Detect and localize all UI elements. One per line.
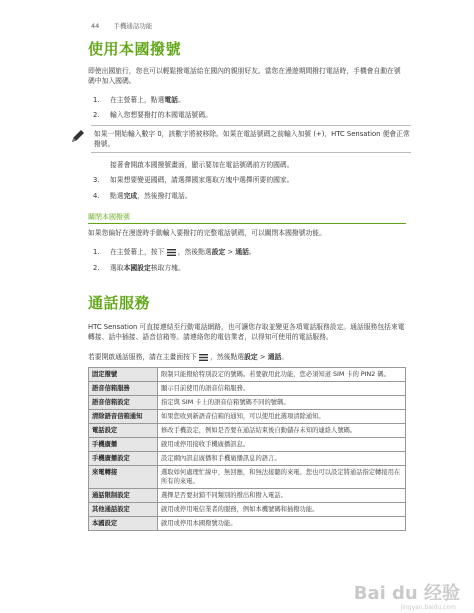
step-number: 3. bbox=[93, 176, 100, 184]
table-key: 來電轉接 bbox=[89, 466, 158, 489]
table-key: 電話設定 bbox=[89, 424, 158, 438]
step-text: 選取 bbox=[110, 264, 124, 272]
table-value: 啟用或停用本國撥號功能。 bbox=[158, 517, 406, 531]
menu-key-icon bbox=[199, 354, 208, 361]
table-value: 選取如何處理忙線中、無回應，和無法接聽的來電。您也可以設定將通話指定轉接用在所有的來電。 bbox=[158, 466, 406, 489]
table-key: 語音信箱設定 bbox=[89, 396, 158, 410]
table-key: 通話限制設定 bbox=[89, 489, 158, 503]
step-separator: > bbox=[225, 248, 236, 256]
step-number: 2. bbox=[93, 111, 100, 119]
subsection-intro: 如果您偏好在漫遊時手動輸入要撥打的完整電話號碼，可以關閉本國撥號功能。 bbox=[88, 229, 326, 237]
table-row bbox=[89, 382, 406, 396]
table-row bbox=[89, 452, 406, 466]
section-intro: HTC Sensation 可直接連結至行動電話網路，也可讓您存取並變更各項電話服務設定。通話服務包括來電轉接、話中插接、語音信箱等。請連絡您的電信業者，以得知可使用的電話服務。 bbox=[88, 323, 405, 341]
step-item bbox=[93, 110, 405, 120]
instruction-text: 若要開啟通話服務，請在主畫面按下 bbox=[88, 353, 197, 361]
page-header bbox=[91, 21, 152, 30]
table-row bbox=[89, 503, 406, 517]
instruction-text: ，然後點選 bbox=[210, 353, 245, 361]
section-intro: 即使出國旅行，您也可以輕鬆撥電話給在國內的親朋好友。當您在漫遊期間撥打電話時，手機會自動在號碼中加入國碼。 bbox=[88, 67, 401, 85]
table-key: 手機廣播 bbox=[89, 438, 158, 452]
table-value: 指定與 SIM 卡上的語音信箱號碼不同的號碼。 bbox=[158, 396, 406, 410]
instruction-text: 。 bbox=[281, 353, 289, 361]
table-value: 選擇是否要封鎖不同類別的撥出和撥入電話。 bbox=[158, 489, 406, 503]
step-bold: 電話 bbox=[164, 96, 178, 104]
step-bold: 通話 bbox=[235, 248, 249, 256]
table-row bbox=[89, 368, 406, 382]
step-item bbox=[93, 191, 405, 201]
step-text: 點選 bbox=[110, 192, 124, 200]
table-value: 如果您收到新語音信箱的通知，可以使用此選項清除通知。 bbox=[158, 410, 406, 424]
table-row bbox=[89, 517, 406, 531]
step-text: 核取方塊。 bbox=[150, 264, 185, 272]
note-text: 如果一開始輸入數字 0，該數字將被移除。如果在電話號碼之前輸入加號 (+)，HTC Sensation 便會正常撥號。 bbox=[94, 130, 410, 148]
table-value: 啟用或停用電信業者的服務，例如本機號碼和插撥功能。 bbox=[158, 503, 406, 517]
watermark-logo: Bai du 经验 bbox=[353, 583, 460, 604]
subsection-title: 關閉本國撥號 bbox=[88, 212, 406, 224]
step-item bbox=[93, 95, 405, 105]
table-value: 顯示目前使用的語音信箱服務。 bbox=[158, 382, 406, 396]
table-value: 修改手機設定，例如是否要在通話結束後自動儲存未知的連絡人號碼。 bbox=[158, 424, 406, 438]
step-item bbox=[93, 263, 405, 273]
call-services-table bbox=[88, 367, 406, 531]
step-number: 1. bbox=[93, 248, 100, 256]
page-number: 44 bbox=[91, 22, 100, 30]
menu-key-icon bbox=[167, 249, 176, 256]
instruction-bold: 通話 bbox=[267, 353, 282, 361]
table-value: 設定網內訊息廣播和手機廣播訊息的語言。 bbox=[158, 452, 406, 466]
pen-icon bbox=[70, 128, 86, 144]
step-text: 如果想要變更國碼，請選擇國家選取方塊中選擇所要的國家。 bbox=[110, 176, 294, 184]
note-box bbox=[91, 125, 411, 153]
watermark-url: jingyan.baidu.com bbox=[400, 604, 456, 611]
step-continuation: 接著會開啟本國撥號畫面，顯示要加在電話號碼前方的國碼。 bbox=[110, 161, 294, 169]
step-bold: 設定 bbox=[211, 248, 226, 256]
table-row bbox=[89, 424, 406, 438]
table-row bbox=[89, 438, 406, 452]
table-key: 清除語音信箱通知 bbox=[89, 410, 158, 424]
step-number: 2. bbox=[93, 264, 100, 272]
table-key: 固定撥號 bbox=[89, 368, 158, 382]
table-key: 本國設定 bbox=[89, 517, 158, 531]
table-value: 限制只能撥給特別設定的號碼。若要啟用此功能，您必須知道 SIM 卡的 PIN2 碼。 bbox=[158, 368, 406, 382]
step-text: 輸入您想要撥打的本國電話號碼。 bbox=[110, 111, 212, 119]
table-key: 其他通話設定 bbox=[89, 503, 158, 517]
section-title-home-dialing: 使用本國撥號 bbox=[88, 40, 182, 58]
table-value: 啟用或停用接收手機廣播訊息。 bbox=[158, 438, 406, 452]
step-text: 在主螢幕上，點選 bbox=[110, 96, 165, 104]
step-text: ，然後撥打電話。 bbox=[137, 192, 192, 200]
step-text: 。 bbox=[177, 96, 185, 104]
step-text: 。 bbox=[248, 248, 256, 256]
step-number: 4. bbox=[93, 192, 100, 200]
step-text: ，然後點選 bbox=[177, 248, 212, 256]
running-title: 手機通話功能 bbox=[113, 22, 153, 30]
table-row bbox=[89, 466, 406, 489]
section-title-call-services: 通話服務 bbox=[88, 294, 151, 312]
table-row bbox=[89, 410, 406, 424]
instruction-separator: > bbox=[257, 353, 268, 361]
table-key: 手機廣播設定 bbox=[89, 452, 158, 466]
step-text: 在主螢幕上，按下 bbox=[110, 248, 165, 256]
step-item bbox=[93, 175, 405, 185]
table-key: 語音信箱服務 bbox=[89, 382, 158, 396]
step-bold: 完成 bbox=[123, 192, 138, 200]
step-bold: 本國設定 bbox=[123, 264, 151, 272]
table-row bbox=[89, 396, 406, 410]
table-row bbox=[89, 489, 406, 503]
section-instruction bbox=[88, 352, 406, 362]
step-item bbox=[93, 247, 405, 257]
instruction-bold: 設定 bbox=[244, 353, 258, 361]
step-number: 1. bbox=[93, 96, 100, 104]
